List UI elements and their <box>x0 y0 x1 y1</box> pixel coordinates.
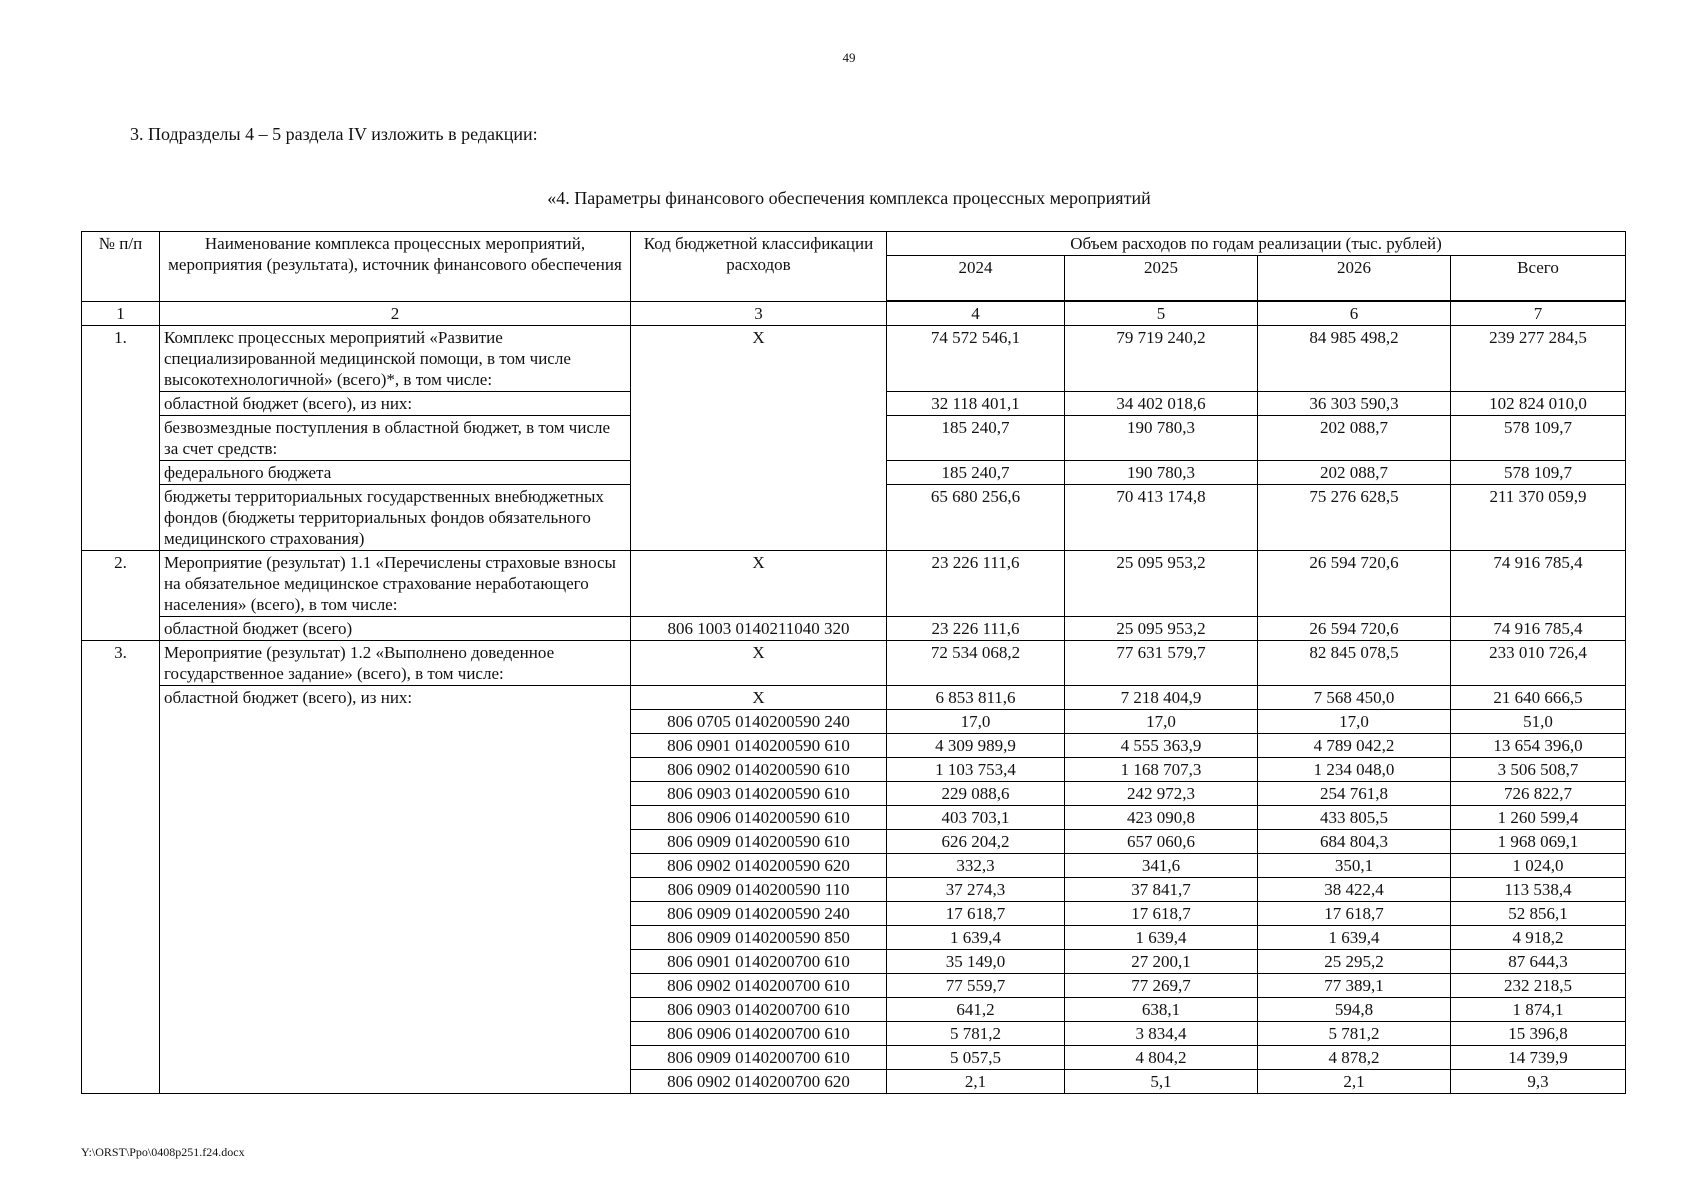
row-code: Х <box>631 326 887 551</box>
value-2024: 5 057,5 <box>887 1046 1065 1070</box>
value-2024: 32 118 401,1 <box>887 392 1065 416</box>
value-total: 13 654 396,0 <box>1451 734 1626 758</box>
value-total: 51,0 <box>1451 710 1626 734</box>
value-2026: 433 805,5 <box>1258 806 1451 830</box>
row-code: 806 0906 0140200590 610 <box>631 806 887 830</box>
value-2026: 25 295,2 <box>1258 950 1451 974</box>
row-code: 806 0909 0140200590 610 <box>631 830 887 854</box>
row-name: областной бюджет (всего), из них: <box>160 392 631 416</box>
value-2025: 77 631 579,7 <box>1065 641 1258 686</box>
value-2026: 17,0 <box>1258 710 1451 734</box>
value-total: 232 218,5 <box>1451 974 1626 998</box>
value-2024: 65 680 256,6 <box>887 485 1065 551</box>
value-2024: 5 781,2 <box>887 1022 1065 1046</box>
row-code: Х <box>631 686 887 710</box>
row-code: 806 0906 0140200700 610 <box>631 1022 887 1046</box>
value-total: 1 968 069,1 <box>1451 830 1626 854</box>
row-code: 806 0902 0140200700 610 <box>631 974 887 998</box>
value-2025: 423 090,8 <box>1065 806 1258 830</box>
row-code: 806 0902 0140200590 610 <box>631 758 887 782</box>
value-2024: 229 088,6 <box>887 782 1065 806</box>
value-total: 87 644,3 <box>1451 950 1626 974</box>
value-total: 578 109,7 <box>1451 461 1626 485</box>
header-code: Код бюджетной классификации расходов <box>631 232 887 302</box>
column-number: 4 <box>887 301 1065 326</box>
header-total: Всего <box>1451 256 1626 302</box>
value-2026: 202 088,7 <box>1258 461 1451 485</box>
value-2024: 332,3 <box>887 854 1065 878</box>
value-2025: 34 402 018,6 <box>1065 392 1258 416</box>
value-total: 233 010 726,4 <box>1451 641 1626 686</box>
value-2024: 626 204,2 <box>887 830 1065 854</box>
table-row <box>82 551 1626 617</box>
value-total: 239 277 284,5 <box>1451 326 1626 392</box>
value-2025: 4 555 363,9 <box>1065 734 1258 758</box>
intro-text: 3. Подразделы 4 – 5 раздела IV изложить в редакции: <box>130 124 538 144</box>
value-2026: 2,1 <box>1258 1070 1451 1094</box>
value-2025: 5,1 <box>1065 1070 1258 1094</box>
value-2025: 37 841,7 <box>1065 878 1258 902</box>
row-name: Мероприятие (результат) 1.1 «Перечислены страховые взносы на обязательное медицинское страхование неработающего населения» (всего), в том числе: <box>160 551 631 617</box>
row-code: Х <box>631 551 887 617</box>
column-number: 6 <box>1258 301 1451 326</box>
value-2024: 72 534 068,2 <box>887 641 1065 686</box>
value-2026: 350,1 <box>1258 854 1451 878</box>
value-2026: 5 781,2 <box>1258 1022 1451 1046</box>
value-total: 4 918,2 <box>1451 926 1626 950</box>
value-2026: 4 789 042,2 <box>1258 734 1451 758</box>
value-2024: 403 703,1 <box>887 806 1065 830</box>
value-total: 1 024,0 <box>1451 854 1626 878</box>
value-total: 1 260 599,4 <box>1451 806 1626 830</box>
value-2025: 657 060,6 <box>1065 830 1258 854</box>
value-2024: 6 853 811,6 <box>887 686 1065 710</box>
row-code: 806 0909 0140200590 850 <box>631 926 887 950</box>
value-2025: 77 269,7 <box>1065 974 1258 998</box>
value-2025: 1 168 707,3 <box>1065 758 1258 782</box>
row-code: 806 0909 0140200700 610 <box>631 1046 887 1070</box>
row-code: 806 0705 0140200590 240 <box>631 710 887 734</box>
value-total: 113 538,4 <box>1451 878 1626 902</box>
table-row <box>82 641 1626 686</box>
value-2025: 27 200,1 <box>1065 950 1258 974</box>
value-total: 14 739,9 <box>1451 1046 1626 1070</box>
value-2024: 74 572 546,1 <box>887 326 1065 392</box>
row-code: 806 0902 0140200700 620 <box>631 1070 887 1094</box>
value-2024: 1 639,4 <box>887 926 1065 950</box>
value-2025: 79 719 240,2 <box>1065 326 1258 392</box>
table-title: «4. Параметры финансового обеспечения комплекса процессных мероприятий <box>547 188 1151 208</box>
value-2026: 84 985 498,2 <box>1258 326 1451 392</box>
column-number: 5 <box>1065 301 1258 326</box>
value-2026: 1 234 048,0 <box>1258 758 1451 782</box>
row-name: Мероприятие (результат) 1.2 «Выполнено доведенное государственное задание» (всего), в том числе: <box>160 641 631 686</box>
value-2025: 17,0 <box>1065 710 1258 734</box>
value-2025: 341,6 <box>1065 854 1258 878</box>
row-code: 806 0909 0140200590 240 <box>631 902 887 926</box>
value-2025: 4 804,2 <box>1065 1046 1258 1070</box>
footer-file-path: Y:\ORST\Ppo\0408p251.f24.docx <box>81 1145 245 1159</box>
value-2024: 185 240,7 <box>887 416 1065 461</box>
header-name: Наименование комплекса процессных мероприятий, мероприятия (результата), источник финансового обеспечения <box>160 232 631 302</box>
table-row <box>82 617 1626 641</box>
value-2024: 77 559,7 <box>887 974 1065 998</box>
row-name: безвозмездные поступления в областной бюджет, в том числе за счет средств: <box>160 416 631 461</box>
value-2026: 684 804,3 <box>1258 830 1451 854</box>
value-2026: 1 639,4 <box>1258 926 1451 950</box>
value-total: 9,3 <box>1451 1070 1626 1094</box>
row-number: 3. <box>82 641 160 1094</box>
column-number: 2 <box>160 301 631 326</box>
value-2024: 17 618,7 <box>887 902 1065 926</box>
row-name: федерального бюджета <box>160 461 631 485</box>
value-2025: 190 780,3 <box>1065 416 1258 461</box>
row-name: областной бюджет (всего), из них: <box>160 686 631 1094</box>
value-2025: 190 780,3 <box>1065 461 1258 485</box>
value-2025: 3 834,4 <box>1065 1022 1258 1046</box>
value-2024: 641,2 <box>887 998 1065 1022</box>
value-total: 211 370 059,9 <box>1451 485 1626 551</box>
value-2025: 25 095 953,2 <box>1065 551 1258 617</box>
header-volume: Объем расходов по годам реализации (тыс. рублей) <box>887 232 1626 256</box>
value-2025: 7 218 404,9 <box>1065 686 1258 710</box>
value-2026: 254 761,8 <box>1258 782 1451 806</box>
value-2024: 17,0 <box>887 710 1065 734</box>
column-number: 3 <box>631 301 887 326</box>
value-total: 52 856,1 <box>1451 902 1626 926</box>
row-number: 1. <box>82 326 160 551</box>
value-2026: 26 594 720,6 <box>1258 617 1451 641</box>
row-number: 2. <box>82 551 160 641</box>
value-2025: 17 618,7 <box>1065 902 1258 926</box>
value-total: 74 916 785,4 <box>1451 551 1626 617</box>
value-2026: 77 389,1 <box>1258 974 1451 998</box>
row-name: бюджеты территориальных государственных внебюджетных фондов (бюджеты территориальных фондов обязательного медицинского страхования) <box>160 485 631 551</box>
value-total: 74 916 785,4 <box>1451 617 1626 641</box>
value-2024: 35 149,0 <box>887 950 1065 974</box>
value-total: 21 640 666,5 <box>1451 686 1626 710</box>
value-2025: 638,1 <box>1065 998 1258 1022</box>
value-2026: 17 618,7 <box>1258 902 1451 926</box>
row-name: Комплекс процессных мероприятий «Развитие специализированной медицинской помощи, в том числе высокотехнологичной» (всего)*, в том числе: <box>160 326 631 392</box>
value-2026: 75 276 628,5 <box>1258 485 1451 551</box>
value-total: 1 874,1 <box>1451 998 1626 1022</box>
header-year-2024: 2024 <box>887 256 1065 302</box>
row-code: Х <box>631 641 887 686</box>
page-number: 49 <box>842 50 856 65</box>
value-2024: 4 309 989,9 <box>887 734 1065 758</box>
header-year-2025: 2025 <box>1065 256 1258 302</box>
header-row <box>82 232 1626 256</box>
value-total: 102 824 010,0 <box>1451 392 1626 416</box>
value-2026: 202 088,7 <box>1258 416 1451 461</box>
header-year-2026: 2026 <box>1258 256 1451 302</box>
value-2026: 82 845 078,5 <box>1258 641 1451 686</box>
value-2026: 26 594 720,6 <box>1258 551 1451 617</box>
column-number: 1 <box>82 301 160 326</box>
value-2025: 242 972,3 <box>1065 782 1258 806</box>
row-code: 806 0903 0140200700 610 <box>631 998 887 1022</box>
value-2024: 185 240,7 <box>887 461 1065 485</box>
header-num: № п/п <box>82 232 160 302</box>
value-2026: 36 303 590,3 <box>1258 392 1451 416</box>
financing-table <box>81 231 1626 1094</box>
value-2025: 25 095 953,2 <box>1065 617 1258 641</box>
row-code: 806 1003 0140211040 320 <box>631 617 887 641</box>
value-2024: 1 103 753,4 <box>887 758 1065 782</box>
value-total: 3 506 508,7 <box>1451 758 1626 782</box>
value-2024: 2,1 <box>887 1070 1065 1094</box>
value-total: 578 109,7 <box>1451 416 1626 461</box>
column-number: 7 <box>1451 301 1626 326</box>
value-2026: 38 422,4 <box>1258 878 1451 902</box>
row-code: 806 0903 0140200590 610 <box>631 782 887 806</box>
table-row <box>82 686 1626 710</box>
value-2025: 70 413 174,8 <box>1065 485 1258 551</box>
value-2024: 23 226 111,6 <box>887 617 1065 641</box>
row-code: 806 0901 0140200590 610 <box>631 734 887 758</box>
value-2024: 37 274,3 <box>887 878 1065 902</box>
row-code: 806 0902 0140200590 620 <box>631 854 887 878</box>
row-name: областной бюджет (всего) <box>160 617 631 641</box>
row-code: 806 0909 0140200590 110 <box>631 878 887 902</box>
value-total: 726 822,7 <box>1451 782 1626 806</box>
value-2026: 4 878,2 <box>1258 1046 1451 1070</box>
row-code: 806 0901 0140200700 610 <box>631 950 887 974</box>
column-number-row <box>82 301 1626 326</box>
value-2025: 1 639,4 <box>1065 926 1258 950</box>
value-2026: 594,8 <box>1258 998 1451 1022</box>
value-total: 15 396,8 <box>1451 1022 1626 1046</box>
value-2024: 23 226 111,6 <box>887 551 1065 617</box>
value-2026: 7 568 450,0 <box>1258 686 1451 710</box>
table-row <box>82 326 1626 392</box>
